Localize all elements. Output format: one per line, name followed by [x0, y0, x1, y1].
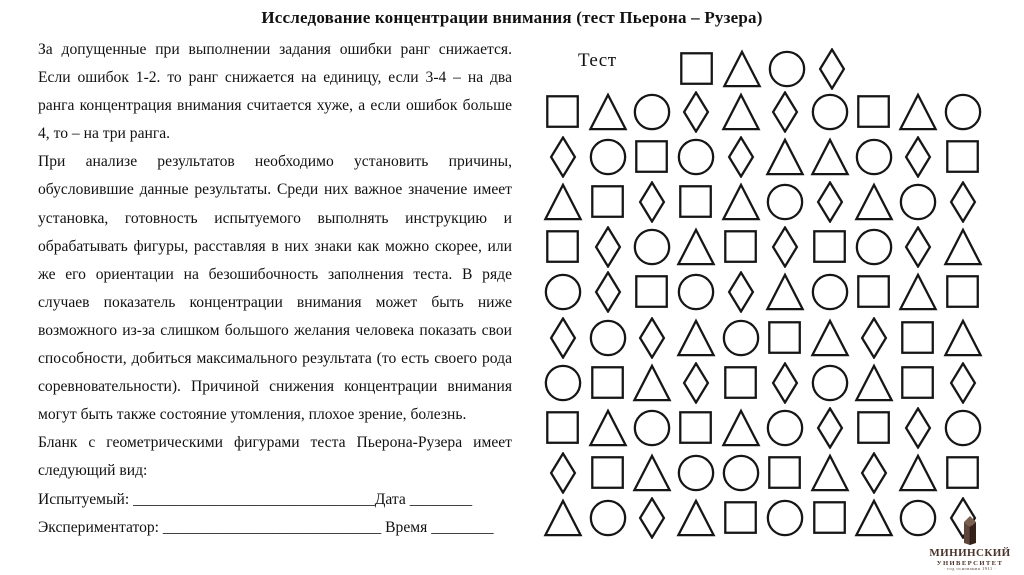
- diamond-shape: [541, 315, 585, 360]
- triangle-shape: [719, 405, 763, 450]
- square-shape: [807, 225, 851, 270]
- circle-shape: [852, 134, 896, 179]
- diamond-shape: [719, 134, 763, 179]
- square-shape: [719, 225, 763, 270]
- triangle-shape: [674, 496, 718, 541]
- square-shape: [585, 360, 629, 405]
- circle-shape: [896, 179, 940, 224]
- diamond-shape: [541, 134, 585, 179]
- experimenter-underline: ____________________________: [162, 518, 382, 536]
- triangle-shape: [719, 179, 763, 224]
- square-shape: [852, 270, 896, 315]
- triangle-shape: [541, 496, 585, 541]
- page-title: Исследование концентрации внимания (тест Пьерона – Рузера): [261, 8, 763, 27]
- diamond-shape: [541, 451, 585, 496]
- circle-shape: [807, 270, 851, 315]
- square-shape: [896, 315, 940, 360]
- paragraph-rank-rules: За допущенные при выполнении задания ошибки ранг снижается. Если ошибок 1-2. то ранг снижается на единицу, если 3-4 – на два ранга концентрация внимания считается хуже, а если ошибок больше 4, то – на три ранга.: [38, 41, 512, 143]
- diamond-shape: [941, 360, 985, 405]
- triangle-shape: [585, 89, 629, 134]
- circle-shape: [719, 315, 763, 360]
- date-underline: ________: [409, 490, 473, 508]
- square-shape: [541, 89, 585, 134]
- diamond-shape: [896, 405, 940, 450]
- diamond-shape: [630, 496, 674, 541]
- circle-shape: [585, 134, 629, 179]
- diamond-shape: [809, 47, 854, 91]
- paragraph-blank-intro: Бланк с геометрическими фигурами теста Пьерона-Рузера имеет следующий вид:: [38, 434, 512, 480]
- diamond-shape: [674, 360, 718, 405]
- circle-shape: [585, 496, 629, 541]
- test-shape-grid: [541, 89, 985, 541]
- circle-shape: [852, 225, 896, 270]
- square-shape: [941, 134, 985, 179]
- diamond-shape: [807, 179, 851, 224]
- circle-shape: [764, 47, 809, 91]
- university-logo: [920, 516, 1020, 572]
- triangle-shape: [719, 47, 764, 91]
- circle-shape: [541, 270, 585, 315]
- university-subname: УНИВЕРСИТЕТ: [936, 559, 1004, 567]
- diamond-shape: [763, 360, 807, 405]
- circle-shape: [674, 270, 718, 315]
- triangle-shape: [807, 315, 851, 360]
- triangle-shape: [852, 360, 896, 405]
- square-shape: [941, 451, 985, 496]
- subject-line: [38, 486, 512, 514]
- square-shape: [630, 270, 674, 315]
- square-shape: [674, 405, 718, 450]
- triangle-shape: [852, 179, 896, 224]
- date-label: Дата: [374, 490, 410, 508]
- triangle-shape: [896, 270, 940, 315]
- university-tower-icon: [959, 516, 981, 546]
- square-shape: [541, 405, 585, 450]
- circle-shape: [941, 89, 985, 134]
- diamond-shape: [585, 225, 629, 270]
- diamond-shape: [896, 134, 940, 179]
- experimenter-label: Экспериментатор:: [38, 518, 163, 536]
- paragraph-analysis: При анализе результатов необходимо установить причины, обусловившие данные результаты. Среди них важное значение имеет установка, готовность испытуемого выполнять инструкцию и обрабатывать фигуры, расставляя в них знаки как можно скорее, или же его ориентации на безошибочность заполнения теста. В ряде случаев показатель концентрации внимания может быть ниже возможного из-за слишком большого желания человека показать свои способности, добиться максимального результата (то есть своего рода соревновательности). Причиной снижения концентрации внимания могут быть также состояние утомления, плохое зрение, болезнь.: [38, 153, 512, 424]
- square-shape: [941, 270, 985, 315]
- triangle-shape: [941, 225, 985, 270]
- diamond-shape: [630, 179, 674, 224]
- circle-shape: [941, 405, 985, 450]
- circle-shape: [763, 405, 807, 450]
- circle-shape: [630, 89, 674, 134]
- square-shape: [719, 360, 763, 405]
- square-shape: [852, 405, 896, 450]
- triangle-shape: [763, 270, 807, 315]
- triangle-shape: [807, 134, 851, 179]
- time-label: Время: [381, 518, 432, 536]
- square-shape: [807, 496, 851, 541]
- square-shape: [585, 451, 629, 496]
- square-shape: [585, 179, 629, 224]
- triangle-shape: [807, 451, 851, 496]
- diamond-shape: [852, 451, 896, 496]
- test-label: Тест: [578, 50, 617, 71]
- square-shape: [674, 47, 719, 91]
- university-name: МИНИНСКИЙ: [929, 546, 1011, 559]
- diamond-shape: [630, 315, 674, 360]
- diamond-shape: [763, 89, 807, 134]
- triangle-shape: [541, 179, 585, 224]
- square-shape: [763, 315, 807, 360]
- diamond-shape: [585, 270, 629, 315]
- circle-shape: [763, 179, 807, 224]
- diamond-shape: [896, 225, 940, 270]
- square-shape: [852, 89, 896, 134]
- triangle-shape: [896, 89, 940, 134]
- triangle-shape: [630, 451, 674, 496]
- circle-shape: [807, 360, 851, 405]
- triangle-shape: [852, 496, 896, 541]
- triangle-shape: [674, 315, 718, 360]
- time-underline: ________: [431, 518, 494, 536]
- triangle-shape: [763, 134, 807, 179]
- diamond-shape: [719, 270, 763, 315]
- experimenter-line: [38, 514, 512, 542]
- circle-shape: [630, 225, 674, 270]
- square-shape: [674, 179, 718, 224]
- diamond-shape: [763, 225, 807, 270]
- square-shape: [541, 225, 585, 270]
- circle-shape: [674, 134, 718, 179]
- circle-shape: [719, 451, 763, 496]
- circle-shape: [807, 89, 851, 134]
- diamond-shape: [674, 89, 718, 134]
- triangle-shape: [719, 89, 763, 134]
- diamond-shape: [941, 179, 985, 224]
- triangle-shape: [896, 451, 940, 496]
- test-sample-row: [674, 47, 854, 91]
- circle-shape: [585, 315, 629, 360]
- diamond-shape: [807, 405, 851, 450]
- square-shape: [719, 496, 763, 541]
- circle-shape: [630, 405, 674, 450]
- triangle-shape: [630, 360, 674, 405]
- triangle-shape: [674, 225, 718, 270]
- square-shape: [763, 451, 807, 496]
- triangle-shape: [585, 405, 629, 450]
- subject-underline: _______________________________: [133, 490, 375, 508]
- circle-shape: [763, 496, 807, 541]
- triangle-shape: [941, 315, 985, 360]
- square-shape: [896, 360, 940, 405]
- diamond-shape: [852, 315, 896, 360]
- circle-shape: [541, 360, 585, 405]
- subject-label: Испытуемый:: [38, 490, 134, 508]
- university-tagline: · год основания 1911 ·: [943, 566, 997, 572]
- square-shape: [630, 134, 674, 179]
- body-text: [38, 36, 512, 542]
- circle-shape: [674, 451, 718, 496]
